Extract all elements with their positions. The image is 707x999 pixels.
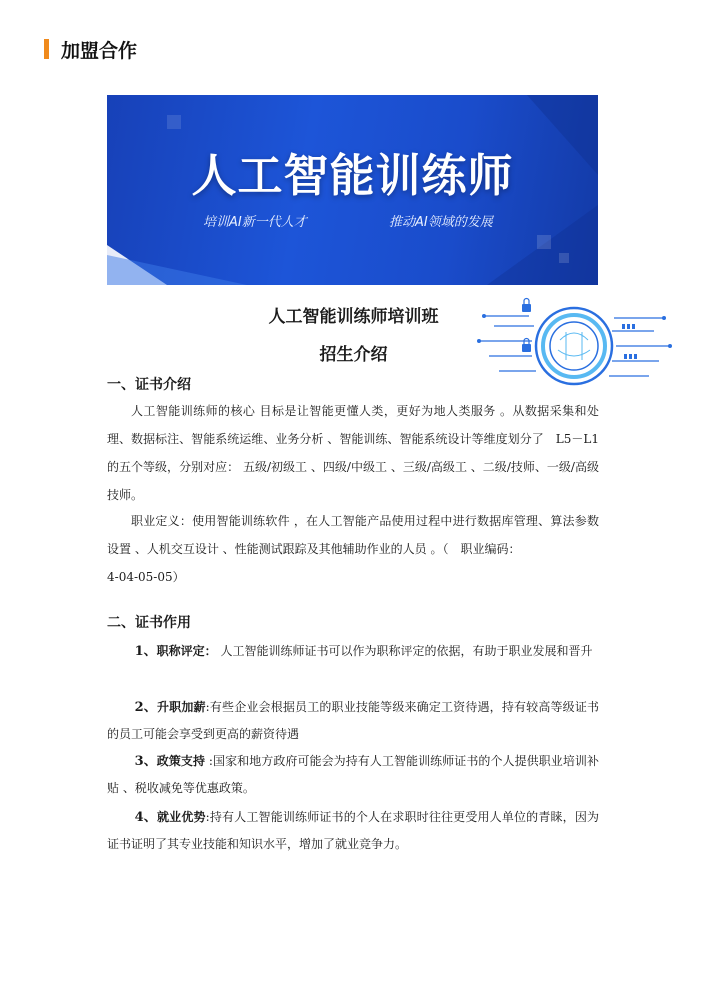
item-label: 政策支持 — [156, 754, 206, 768]
list-item — [107, 638, 599, 665]
section-heading-certificate-uses: 二、证书作用 — [107, 615, 191, 631]
item-text: :持有人工智能训练师证书的个人在求职时往往更受用人单位的青睐，因为证书证明了其专业技能和知识水平，增加了就业竞争力。 — [107, 810, 600, 851]
item-number: 3、 — [134, 754, 157, 769]
section-heading-certificate-intro: 一、证书介绍 — [107, 377, 191, 393]
item-text: :有些企业会根据员工的职业技能等级来确定工资待遇，持有较高等级证书的员工可能会享受到更高的薪资待遇 — [107, 700, 600, 741]
paragraph-job-definition: 职业定义：使用智能训练软件 ，在人工智能产品使用过程中进行数据库管理、算法参数设置 、人机交互设计 、性能测试跟踪及其他辅助作业的人员 。（ 职业编码： — [107, 514, 599, 556]
item-label: 职称评定： — [156, 644, 217, 658]
page-header — [44, 38, 137, 60]
page-title: 加盟合作 — [61, 39, 138, 62]
job-code-text: 4-04-05-05） — [107, 570, 185, 584]
hero-banner — [107, 95, 598, 285]
banner-subtitle-right: 推动AI领域的发展 — [389, 215, 493, 230]
item-number: 1、 — [134, 644, 157, 659]
list-item — [107, 694, 599, 747]
item-number: 4、 — [134, 810, 157, 825]
list-item — [107, 748, 599, 801]
document-subtitle: 招生介绍 — [319, 345, 388, 365]
item-label: 升职加薪 — [156, 700, 206, 714]
item-number: 2、 — [134, 700, 157, 715]
list-item — [107, 804, 599, 857]
item-text: 人工智能训练师证书可以作为职称评定的依据，有助于职业发展和晋升 — [216, 644, 593, 658]
paragraph-certificate-intro: 人工智能训练师的核心 目标是让智能更懂人类，更好为地人类服务 。从数据采集和处理、数据标注、智能系统运维、业务分析 、智能训练、智能系统设计等维度划分了 L5－L1 的五个等级，分别对应： 五级/初级工 、四级/中级工 、三级/高级工 、二级/技师、一级/高级技师。 — [107, 404, 612, 502]
banner-title: 人工智能训练师 — [191, 149, 514, 202]
item-text: :国家和地方政府可能会为持有人工智能训练师证书的个人提供职业培训补贴 、税收减免等优惠政策。 — [107, 754, 599, 795]
item-label: 就业优势 — [156, 810, 206, 824]
banner-subtitle-left: 培训AI新一代人才 — [203, 215, 307, 230]
document-title: 人工智能训练师培训班 — [268, 307, 439, 327]
accent-bar — [44, 39, 49, 59]
